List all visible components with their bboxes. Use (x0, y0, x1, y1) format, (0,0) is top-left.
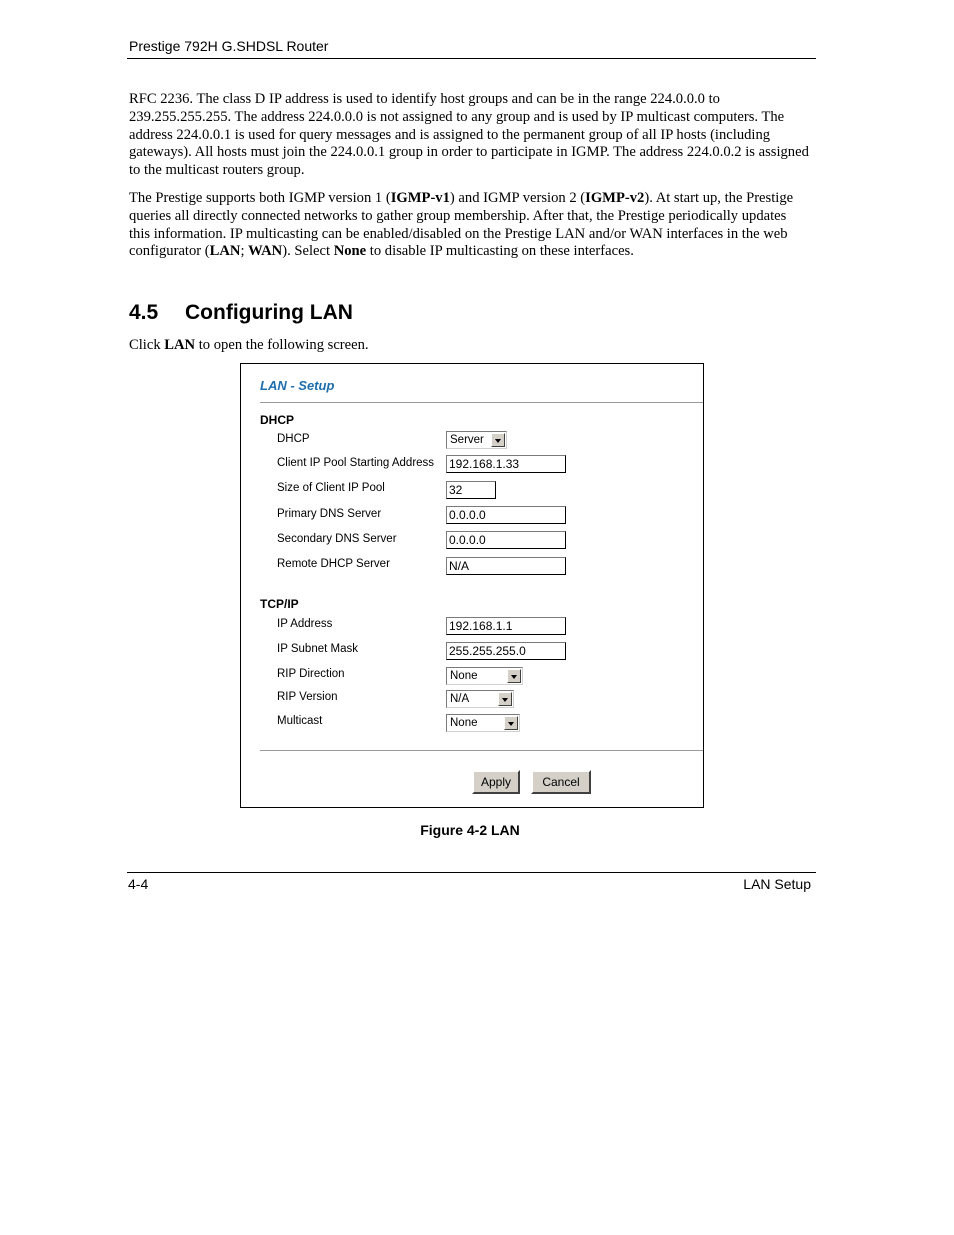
rip-direction-select[interactable] (446, 667, 523, 685)
page-header-title: Prestige 792H G.SHDSL Router (129, 38, 329, 54)
ip-address-label: IP Address (277, 618, 333, 630)
text-run: ) and IGMP version 2 ( (449, 190, 586, 206)
text-run: ; (240, 243, 249, 260)
rip-version-label: RIP Version (277, 691, 338, 703)
page-number: 4-4 (128, 876, 149, 892)
bold-term-igmp-v2: IGMP-v2 (585, 190, 645, 206)
chevron-down-icon[interactable] (504, 716, 518, 730)
paragraph-igmp-versions (129, 190, 809, 261)
ip-address-input[interactable]: 192.168.1.1 (446, 617, 566, 635)
text-run: to disable IP multicasting on these interfaces. (366, 243, 634, 260)
remote-dhcp-label: Remote DHCP Server (277, 558, 390, 570)
pool-size-input[interactable]: 32 (446, 481, 496, 499)
text-run: ). Select (282, 243, 334, 260)
primary-dns-label: Primary DNS Server (277, 508, 382, 520)
apply-button[interactable]: Apply (472, 770, 520, 794)
footer-rule (127, 872, 816, 873)
secondary-dns-label: Secondary DNS Server (277, 533, 397, 545)
bold-term-wan: WAN (248, 243, 283, 260)
intro-sentence (129, 337, 369, 354)
chevron-down-icon[interactable] (507, 669, 521, 683)
section-title: Configuring LAN (185, 301, 353, 324)
text-run: to open the following screen. (195, 337, 369, 353)
secondary-dns-input[interactable]: 0.0.0.0 (446, 531, 566, 549)
pool-start-input[interactable]: 192.168.1.33 (446, 455, 566, 473)
title-divider (260, 402, 703, 404)
dhcp-select[interactable] (446, 431, 507, 449)
remote-dhcp-input[interactable]: N/A (446, 557, 566, 575)
cancel-button[interactable]: Cancel (531, 770, 591, 794)
dhcp-label: DHCP (277, 433, 310, 445)
multicast-select[interactable] (446, 714, 520, 732)
chevron-down-icon[interactable] (491, 433, 505, 447)
button-divider (260, 750, 703, 752)
subnet-mask-label: IP Subnet Mask (277, 643, 358, 655)
section-number: 4.5 (129, 301, 159, 324)
bold-term-lan: LAN (164, 337, 196, 353)
text-run: Click (129, 337, 165, 353)
rip-version-select[interactable] (446, 690, 514, 708)
multicast-label: Multicast (277, 715, 323, 727)
chevron-down-icon[interactable] (498, 692, 512, 706)
paragraph-igmp-addresses: RFC 2236. The class D IP address is used to identify host groups and can be in the range 224.0.0.0 to 239.255.255.255. The address 224.0.0.0 is not assigned to any group and is used by IP multicast computers. The address 224.0.0.1 is used for query messages and is assigned to the permanent group of all IP hosts (including gateways). All hosts must join the 224.0.0.1 group in order to participate in IGMP. The address 224.0.0.2 is assigned to the multicast routers group. (129, 91, 809, 179)
figure-caption-text: Figure 4-2 LAN (420, 822, 520, 838)
dhcp-group-heading: DHCP (260, 413, 295, 427)
figure-caption (0, 822, 954, 838)
dhcp-select-value: Server (450, 434, 484, 446)
bold-term-igmp-v1: IGMP-v1 (390, 190, 450, 206)
footer-section-name: LAN Setup (743, 876, 811, 892)
tcpip-group-heading: TCP/IP (260, 597, 299, 611)
lan-setup-figure (240, 363, 704, 808)
subnet-mask-input[interactable]: 255.255.255.0 (446, 642, 566, 660)
bold-term-none: None (333, 243, 367, 260)
lan-setup-title: LAN - Setup (260, 378, 335, 393)
primary-dns-input[interactable]: 0.0.0.0 (446, 506, 566, 524)
bold-term-lan: LAN (209, 243, 241, 260)
section-heading (129, 301, 353, 325)
pool-start-label: Client IP Pool Starting Address (277, 457, 435, 469)
rip-version-value: N/A (450, 693, 470, 705)
header-rule (127, 58, 816, 59)
pool-size-label: Size of Client IP Pool (277, 482, 385, 494)
multicast-value: None (450, 717, 478, 729)
rip-direction-label: RIP Direction (277, 668, 345, 680)
text-run: ). At start up, the Prestige queries all directly connected networks to gather group membership. After that, the Prestige periodically updates this information. IP multicasting can be enabled/disabled on the Prestige LAN and/or WAN interfaces in the web configurator ( (129, 190, 794, 260)
rip-direction-value: None (450, 670, 478, 682)
text-run: The Prestige supports both IGMP version 1 ( (129, 190, 391, 206)
